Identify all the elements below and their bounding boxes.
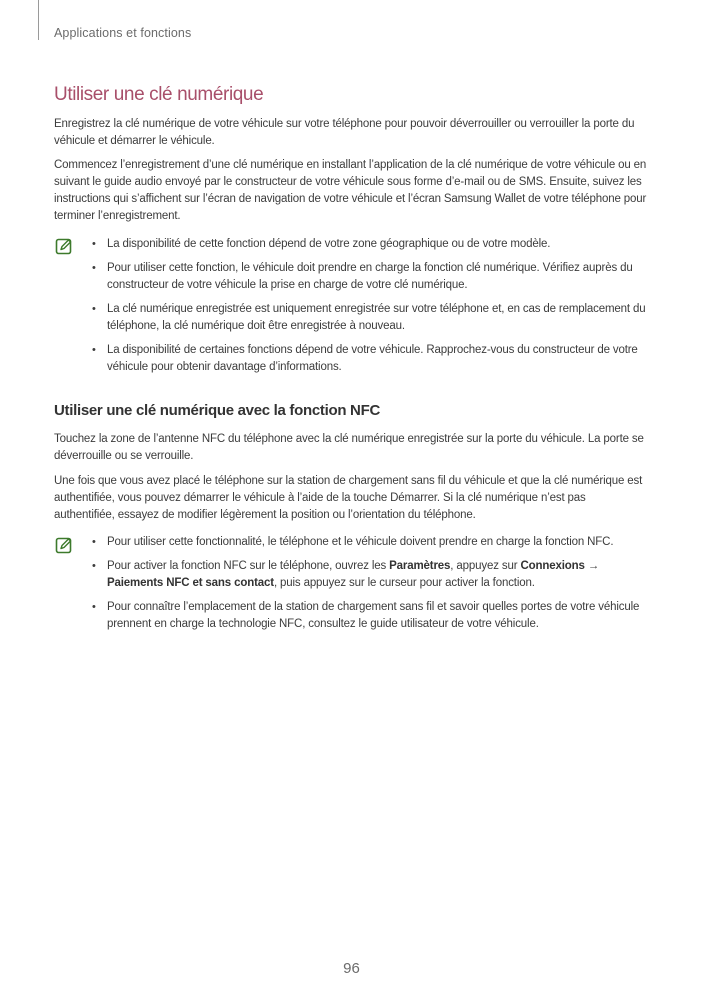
list-item: • Pour activer la fonction NFC sur le téléphone, ouvrez les Paramètres, appuyez sur Connexions → Paiements NFC et sans contact, puis appuyez sur le curseur pour activer la fonction. [92,558,648,592]
page-title: Utiliser une clé numérique [54,84,264,105]
settings-label: Paramètres [389,560,451,572]
nfc-paragraph-2: Une fois que vous avez placé le téléphone sur la station de chargement sans fil du véhicule et que la clé numérique est authentifiée, vous pouvez démarrer le véhicule à l’aide de la touche Démarrer. Si la clé numérique n’est pas authentifiée, essayez de modifier légèrement la position ou l’orientation du téléphone. [54,475,643,521]
list-item: • La disponibilité de certaines fonctions dépend de votre véhicule. Rapprochez-vous du constructeur de votre véhicule pour obtenir davantage d’informations. [92,342,648,376]
note-icon [55,237,73,255]
list-item: • Pour utiliser cette fonctionnalité, le téléphone et le véhicule doivent prendre en charge la fonction NFC. [92,534,648,551]
intro-paragraph-2: Commencez l’enregistrement d’une clé numérique en installant l’application de la clé numérique de votre véhicule ou en suivant le guide audio envoyé par le constructeur de votre véhicule sous forme d’e-mail ou de SMS. Ensuite, suivez les instructions qui s’affichent sur l’écran de navigation de votre véhicule et l’écran Samsung Wallet de votre téléphone pour terminer l’enregistrement. [54,159,647,222]
intro-paragraph-1: Enregistrez la clé numérique de votre véhicule sur votre téléphone pour pouvoir déverrouiller ou verrouiller la porte du véhicule et démarrer le véhicule. [54,118,635,147]
connections-label: Connexions [520,560,585,572]
nfc-payments-label: Paiements NFC et sans contact [107,577,274,589]
page-number: 96 [343,960,360,977]
list-item: • Pour utiliser cette fonction, le véhicule doit prendre en charge la fonction clé numérique. Vérifiez auprès du constructeur de votre véhicule la prise en charge de votre clé numérique. [92,260,648,294]
margin-rule [38,0,39,40]
note-list-2 [92,534,648,640]
section-heading-nfc: Utiliser une clé numérique avec la fonction NFC [54,402,380,419]
section-header: Applications et fonctions [54,26,192,40]
list-item: • Pour connaître l’emplacement de la station de chargement sans fil et savoir quelles portes de votre véhicule prennent en charge la technologie NFC, consultez le guide utilisateur de votre véhicule. [92,599,648,633]
note-icon [55,536,73,554]
nfc-paragraph-1: Touchez la zone de l’antenne NFC du téléphone avec la clé numérique enregistrée sur la porte du véhicule. La porte se déverrouille ou se verrouille. [54,433,644,462]
arrow-icon: → [584,560,600,572]
list-item: • La disponibilité de cette fonction dépend de votre zone géographique ou de votre modèle. [92,236,648,253]
note-list-1 [92,236,648,383]
list-item: • La clé numérique enregistrée est uniquement enregistrée sur votre téléphone et, en cas de remplacement du téléphone, la clé numérique doit être enregistrée à nouveau. [92,301,648,335]
